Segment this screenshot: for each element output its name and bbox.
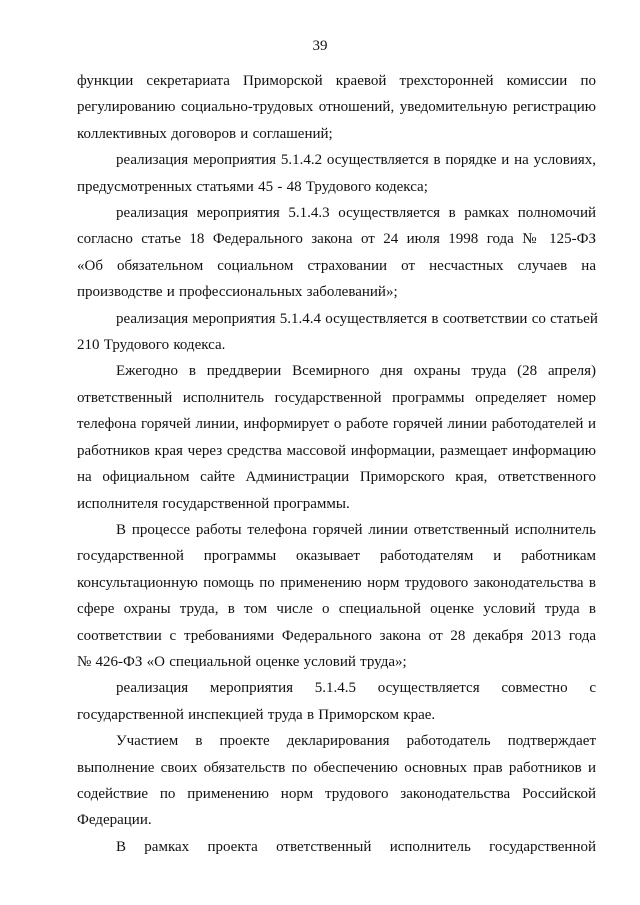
text-line: содействие по применению норм трудового законодательства Российской (77, 785, 596, 802)
paragraph (77, 68, 596, 147)
paragraph (77, 728, 596, 834)
text-line: регулированию социально-трудовых отношений, уведомительную регистрацию (77, 99, 596, 116)
text-line: производстве и профессиональных заболеваний»; (77, 284, 398, 301)
text-line: ответственный исполнитель государственной программы определяет номер (77, 389, 596, 406)
text-line: телефона горячей линии, информирует о работе горячей линии работодателей и (77, 416, 596, 433)
text-line: консультационную помощь по применению норм трудового законодательства в (77, 574, 596, 591)
paragraph (77, 675, 596, 728)
text-line: государственной инспекцией труда в Приморском крае. (77, 706, 436, 723)
text-line: реализация мероприятия 5.1.4.2 осуществляется в порядке и на условиях, (116, 152, 596, 169)
text-line: согласно статье 18 Федерального закона от 24 июля 1998 года № 125-ФЗ (77, 231, 596, 248)
text-line: В рамках проекта ответственный исполнитель государственной (116, 838, 596, 855)
paragraph (77, 200, 596, 306)
paragraph (77, 517, 596, 675)
page-number: 39 (312, 38, 328, 54)
paragraph (77, 358, 596, 516)
text-line: работников края через средства массовой информации, размещает информацию (77, 442, 596, 459)
text-line: функции секретариата Приморской краевой трехсторонней комиссии по (77, 73, 596, 89)
text-line: соответствии с требованиями Федерального закона от 28 декабря 2013 года (77, 627, 596, 644)
text-line: 210 Трудового кодекса. (77, 337, 226, 354)
text-line: выполнение своих обязательств по обеспечению основных прав работников и (77, 759, 596, 776)
text-line: предусмотренных статьями 45 - 48 Трудового кодекса; (77, 178, 428, 195)
paragraph (77, 147, 596, 200)
paragraph (77, 834, 596, 860)
text-line: В процессе работы телефона горячей линии ответственный исполнитель (116, 521, 596, 538)
text-line: реализация мероприятия 5.1.4.4 осуществляется в соответствии со статьей (116, 310, 598, 327)
paragraph (77, 306, 596, 359)
text-line: на официальном сайте Администрации Приморского края, ответственного (77, 469, 596, 486)
text-line: Участием в проекте декларирования работодатель подтверждает (116, 733, 596, 750)
text-line: исполнителя государственной программы. (77, 495, 350, 512)
text-line: № 426-ФЗ «О специальной оценке условий труда»; (77, 653, 407, 670)
text-line: сфере охраны труда, в том числе о специальной оценке условий труда в (77, 601, 596, 618)
text-line: реализация мероприятия 5.1.4.5 осуществляется совместно с (116, 680, 596, 697)
document-body (77, 68, 596, 860)
text-line: государственной программы оказывает работодателям и работникам (77, 548, 596, 565)
text-line: коллективных договоров и соглашений; (77, 125, 333, 142)
text-line: Федерации. (77, 812, 152, 829)
text-line: «Об обязательном социальном страховании от несчастных случаев на (77, 257, 596, 274)
text-line: Ежегодно в преддверии Всемирного дня охраны труда (28 апреля) (116, 363, 596, 380)
text-line: реализация мероприятия 5.1.4.3 осуществляется в рамках полномочий (116, 205, 596, 222)
